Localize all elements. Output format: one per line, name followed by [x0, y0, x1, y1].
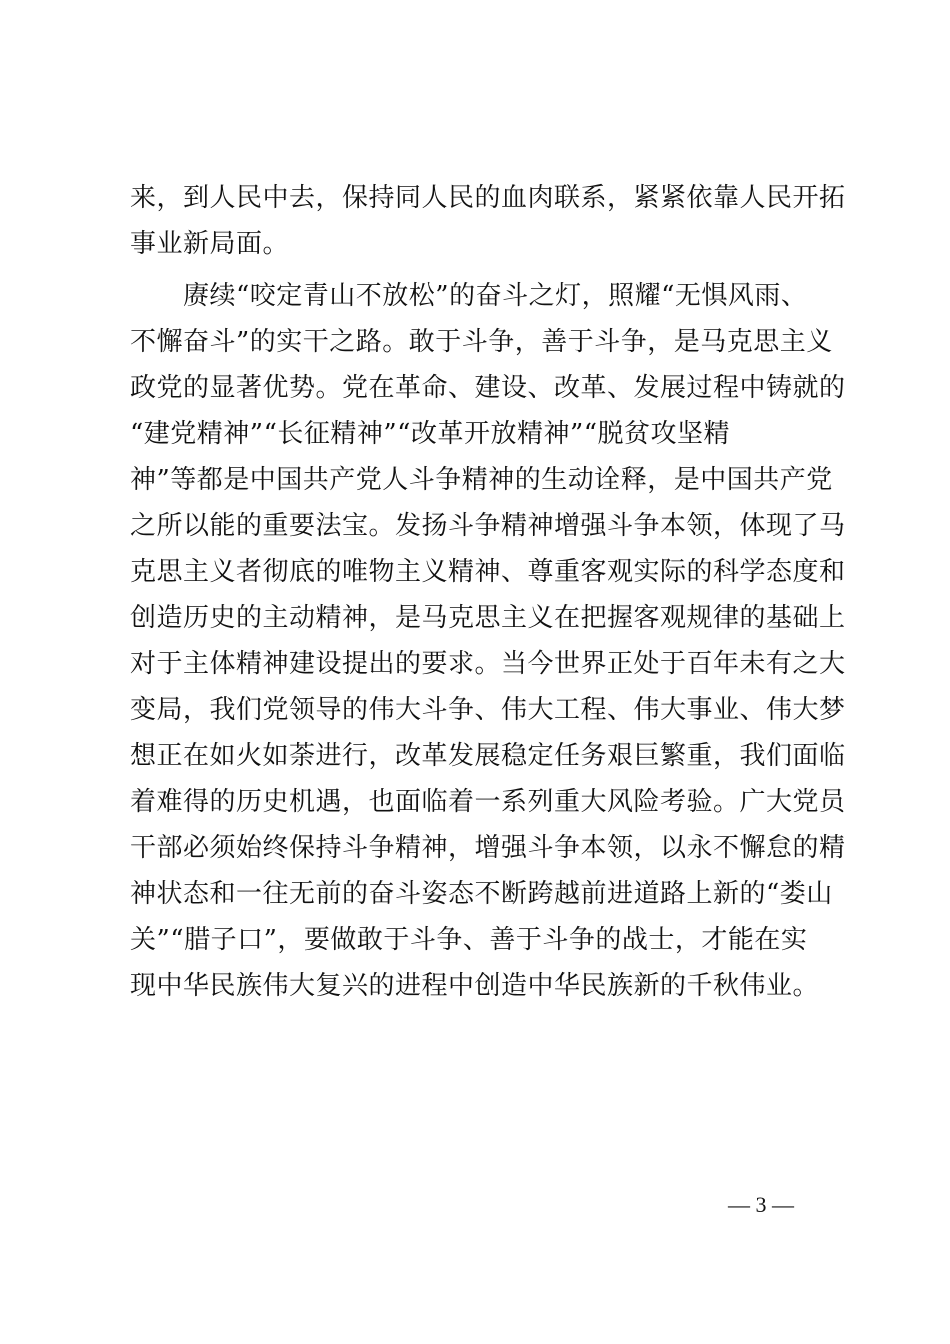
- text-line: 政党的显著优势。党在革命、建设、改革、发展过程中铸就的: [130, 373, 846, 403]
- text-line: 对于主体精神建设提出的要求。当今世界正处于百年未有之大: [130, 649, 846, 679]
- text-line: 想正在如火如荼进行，改革发展稳定任务艰巨繁重，我们面临: [130, 741, 846, 771]
- text-line: 来，到人民中去，保持同人民的血肉联系，紧紧依靠人民开拓: [130, 183, 846, 213]
- text-line: 神状态和一往无前的奋斗姿态不断跨越前进道路上新的“娄山: [130, 879, 833, 909]
- text-line: 事业新局面。: [130, 229, 290, 259]
- text-line: 之所以能的重要法宝。发扬斗争精神增强斗争本领，体现了马: [130, 511, 846, 541]
- text-line: 干部必须始终保持斗争精神，增强斗争本领，以永不懈怠的精: [130, 833, 846, 863]
- text-line: 神”等都是中国共产党人斗争精神的生动诠释，是中国共产党: [130, 465, 833, 495]
- text-line: 赓续“咬定青山不放松”的奋斗之灯，照耀“无惧风雨、: [130, 281, 808, 311]
- text-line: “建党精神”“长征精神”“改革开放精神”“脱贫攻坚精: [130, 419, 731, 449]
- page-number: — 3 —: [728, 1192, 794, 1217]
- text-line: 不懈奋斗”的实干之路。敢于斗争，善于斗争，是马克思主义: [130, 327, 833, 357]
- text-line: 现中华民族伟大复兴的进程中创造中华民族新的千秋伟业。: [130, 971, 820, 1001]
- text-line: 关”“腊子口”，要做敢于斗争、善于斗争的战士，才能在实: [130, 925, 808, 955]
- text-line: 创造历史的主动精神，是马克思主义在把握客观规律的基础上: [130, 603, 846, 633]
- text-line: 着难得的历史机遇，也面临着一系列重大风险考验。广大党员: [130, 787, 846, 817]
- text-line: 克思主义者彻底的唯物主义精神、尊重客观实际的科学态度和: [130, 557, 846, 587]
- text-line: 变局，我们党领导的伟大斗争、伟大工程、伟大事业、伟大梦: [130, 695, 846, 725]
